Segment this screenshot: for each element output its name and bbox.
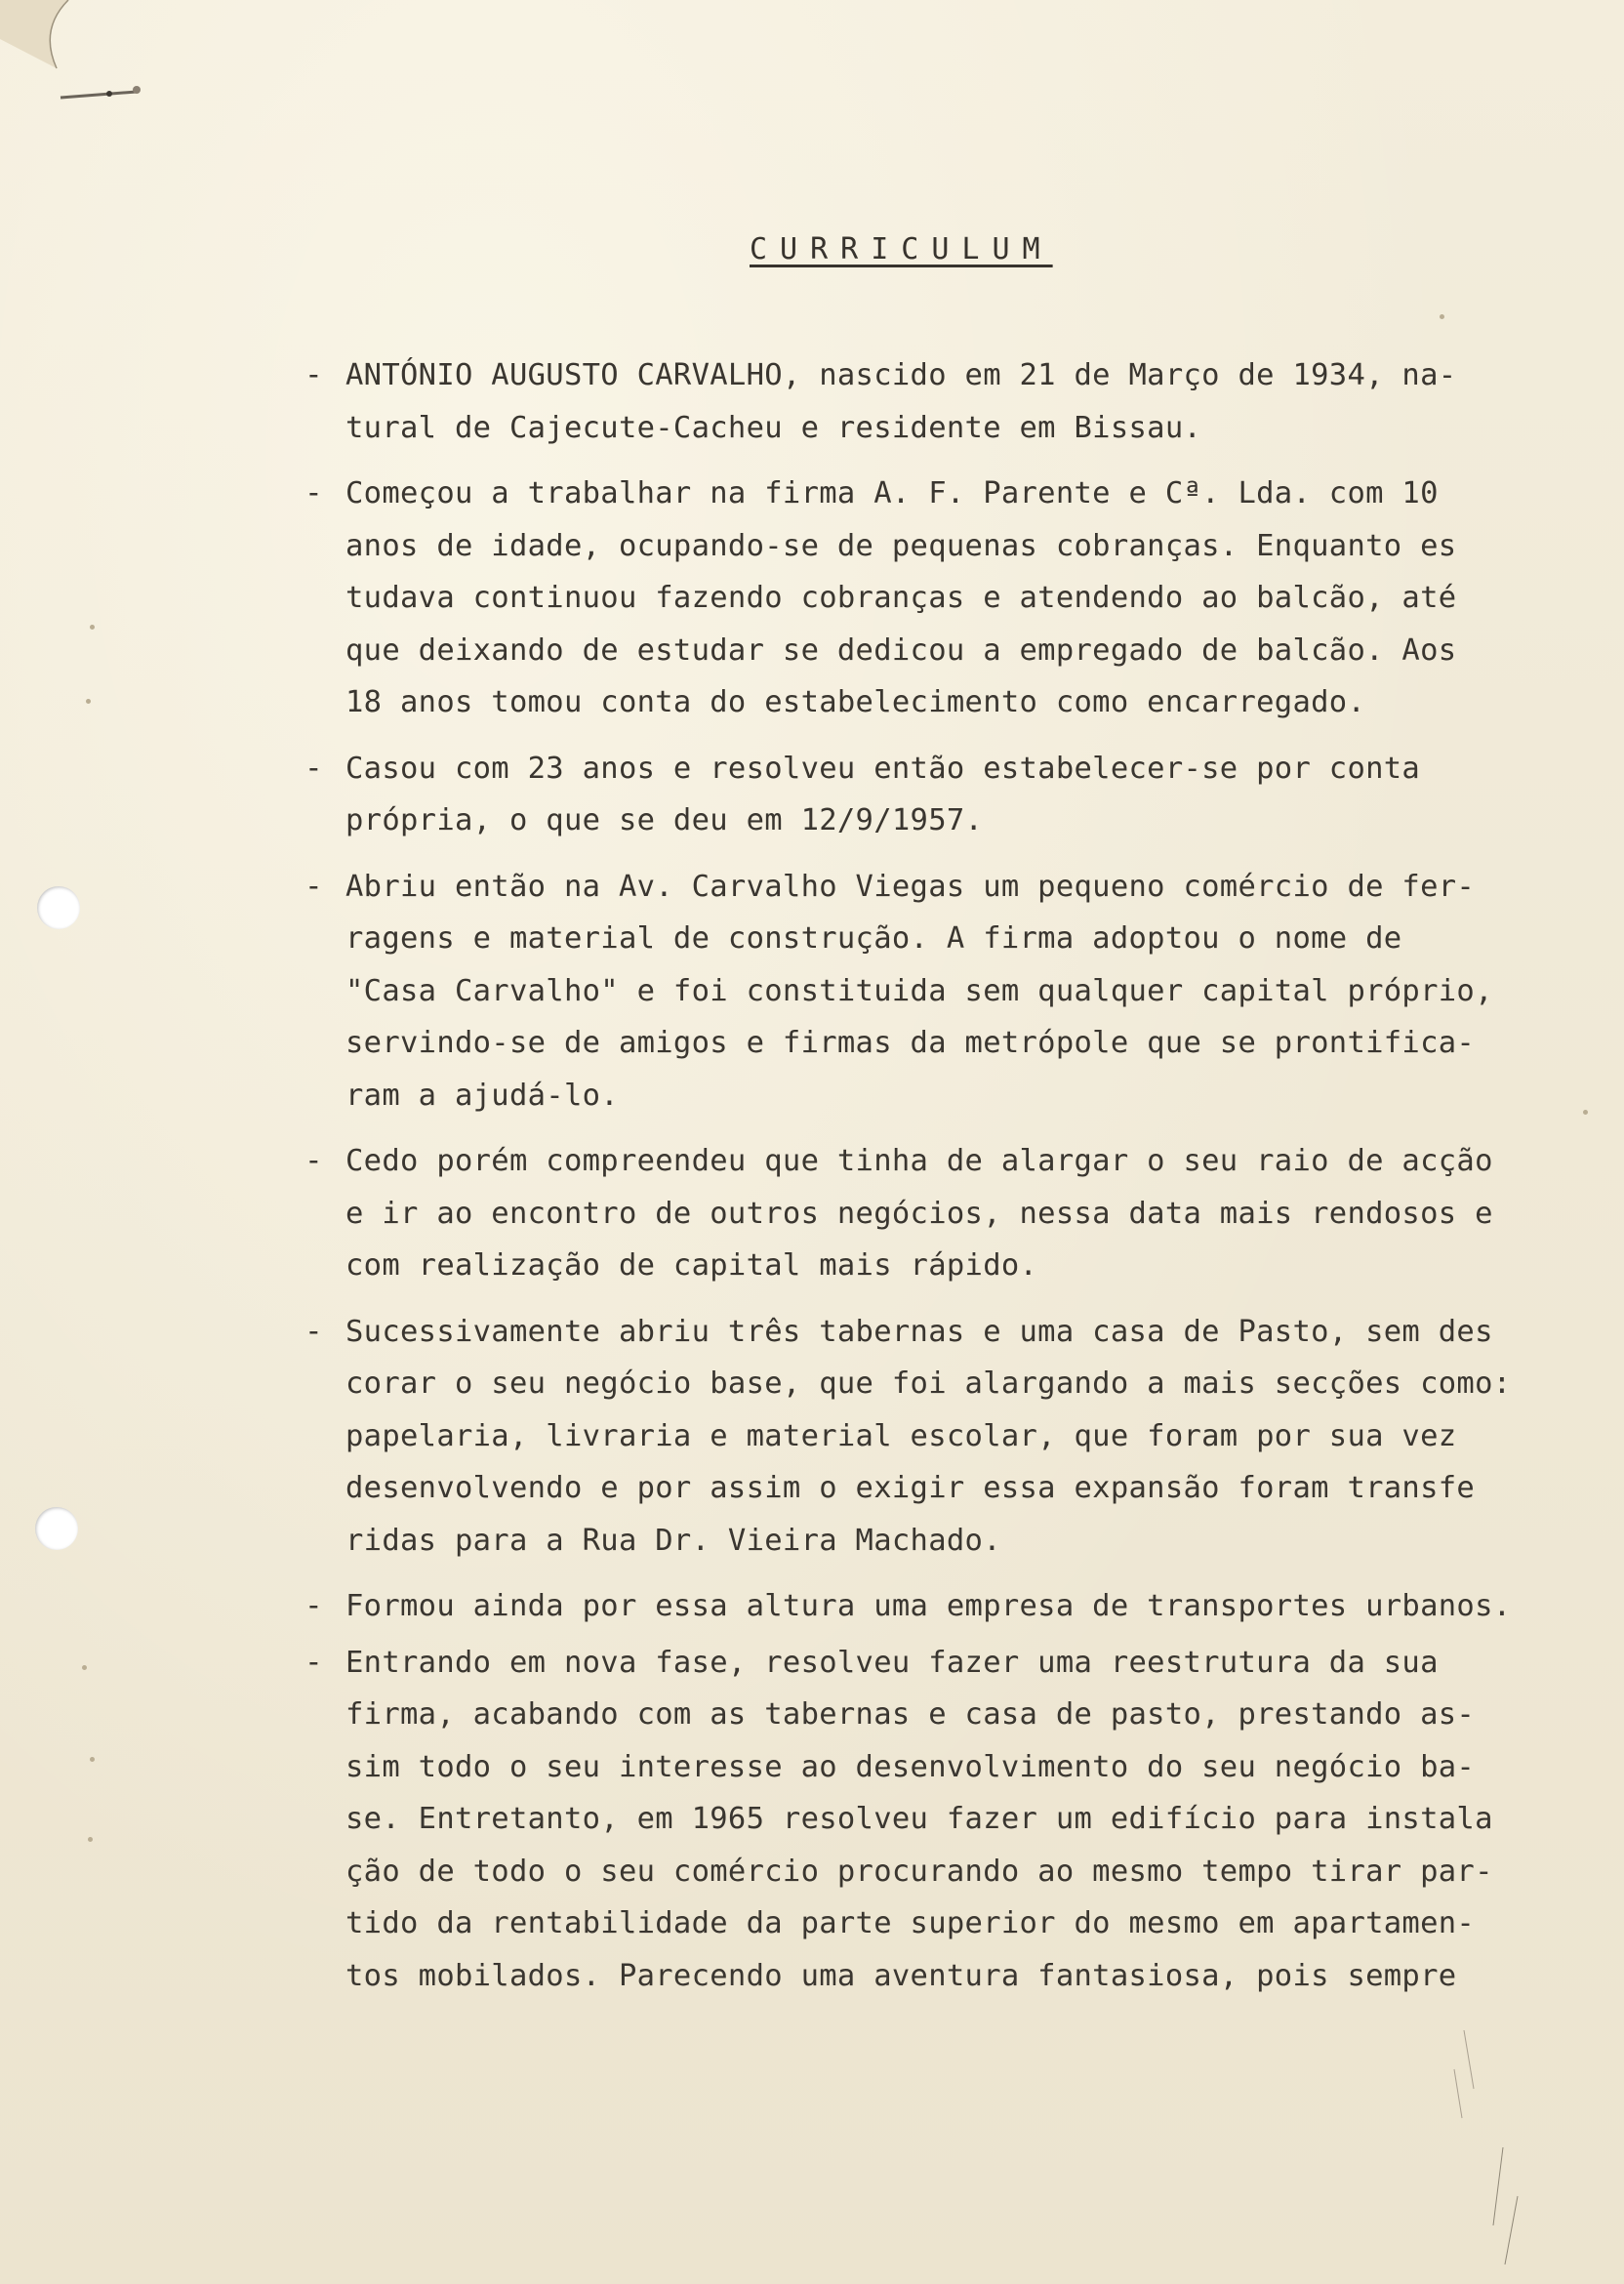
paper-speck (90, 625, 95, 630)
entry-line: "Casa Carvalho" e foi constituida sem qualquer capital próprio, (345, 973, 1493, 1008)
bullet-dash: - (304, 1143, 323, 1178)
entry-line: corar o seu negócio base, que foi alargando a mais secções como: (345, 1366, 1512, 1401)
pencil-marks (1444, 2030, 1562, 2284)
entry-line: Formou ainda por essa altura uma empresa de transportes urbanos. (345, 1589, 1512, 1623)
entry-line: com realização de capital mais rápido. (345, 1248, 1038, 1283)
bullet-dash: - (304, 1588, 323, 1623)
paper-speck (86, 699, 91, 704)
entry-line: tido da rentabilidade da parte superior do mesmo em apartamen- (345, 1906, 1476, 1940)
paper-speck (1440, 314, 1444, 319)
bullet-dash: - (304, 750, 323, 786)
punch-hole-upper (37, 886, 80, 929)
entry-line: ANTÓNIO AUGUSTO CARVALHO, nascido em 21 de Março de 1934, na- (345, 358, 1457, 392)
paper-speck (90, 1757, 95, 1762)
entry-line: Entrando em nova fase, resolveu fazer uma reestrutura da sua (345, 1645, 1439, 1680)
entry-line: papelaria, livraria e material escolar, que foram por sua vez (345, 1418, 1457, 1453)
bullet-dash: - (304, 1644, 323, 1680)
entry-line: e ir ao encontro de outros negócios, nessa data mais rendosos e (345, 1196, 1493, 1231)
entry-line: própria, o que se deu em 12/9/1957. (345, 803, 984, 837)
entry-line: que deixando de estudar se dedicou a empregado de balcão. Aos (345, 632, 1457, 668)
entry-line: Abriu então na Av. Carvalho Viegas um pequeno comércio de fer- (345, 869, 1476, 904)
entry-line: tudava continuou fazendo cobranças e atendendo ao balcão, até (345, 581, 1457, 615)
entry-expansion (304, 1135, 1593, 1292)
bullet-dash: - (304, 1313, 323, 1349)
entry-restructure (304, 1637, 1593, 2003)
entry-line: ram a ajudá-lo. (345, 1078, 619, 1113)
bullet-dash: - (304, 475, 323, 510)
entry-line: firma, acabando com as tabernas e casa de pasto, prestando as- (345, 1697, 1476, 1732)
entry-line: se. Entretanto, em 1965 resolveu fazer um edifício para instala (345, 1802, 1493, 1836)
staple-mark (0, 0, 166, 127)
entry-marriage (304, 743, 1593, 847)
entry-casa-carvalho (304, 861, 1593, 1122)
entry-taverns (304, 1306, 1593, 1568)
document-title: CURRICULUM (750, 232, 1053, 266)
entry-line: ridas para a Rua Dr. Vieira Machado. (345, 1523, 1001, 1558)
entry-transport (304, 1580, 1593, 1633)
punch-hole-lower (35, 1507, 78, 1550)
entry-line: desenvolvendo e por assim o exigir essa expansão foram transfe (345, 1471, 1476, 1505)
bullet-dash: - (304, 357, 323, 392)
entry-line: Cedo porém compreendeu que tinha de alargar o seu raio de acção (345, 1144, 1493, 1178)
entry-line: sim todo o seu interesse ao desenvolvimento do seu negócio ba- (345, 1749, 1476, 1784)
entry-line: tural de Cajecute-Cacheu e residente em Bissau. (345, 410, 1202, 445)
entry-line: ragens e material de construção. A firma adoptou o nome de (345, 921, 1402, 956)
entry-line: tos mobilados. Parecendo uma aventura fantasiosa, pois sempre (345, 1958, 1457, 1993)
entry-line: Casou com 23 anos e resolveu então estabelecer-se por conta (345, 751, 1421, 786)
entry-line: ção de todo o seu comércio procurando ao mesmo tempo tirar par- (345, 1854, 1493, 1889)
entry-line: 18 anos tomou conta do estabelecimento como encarregado. (345, 685, 1366, 719)
entry-early-work (304, 468, 1593, 729)
entry-line: Sucessivamente abriu três tabernas e uma casa de Pasto, sem des (345, 1314, 1493, 1349)
entry-line: anos de idade, ocupando-se de pequenas cobranças. Enquanto es (345, 528, 1457, 563)
entry-birth (304, 349, 1593, 454)
paper-speck (88, 1837, 93, 1842)
paper-speck (82, 1665, 87, 1670)
curriculum-entries (304, 349, 1593, 2016)
entry-line: servindo-se de amigos e firmas da metrópole que se prontifica- (345, 1026, 1476, 1060)
bullet-dash: - (304, 868, 323, 904)
entry-line: Começou a trabalhar na firma A. F. Parente e Cª. Lda. com 10 (345, 476, 1439, 510)
